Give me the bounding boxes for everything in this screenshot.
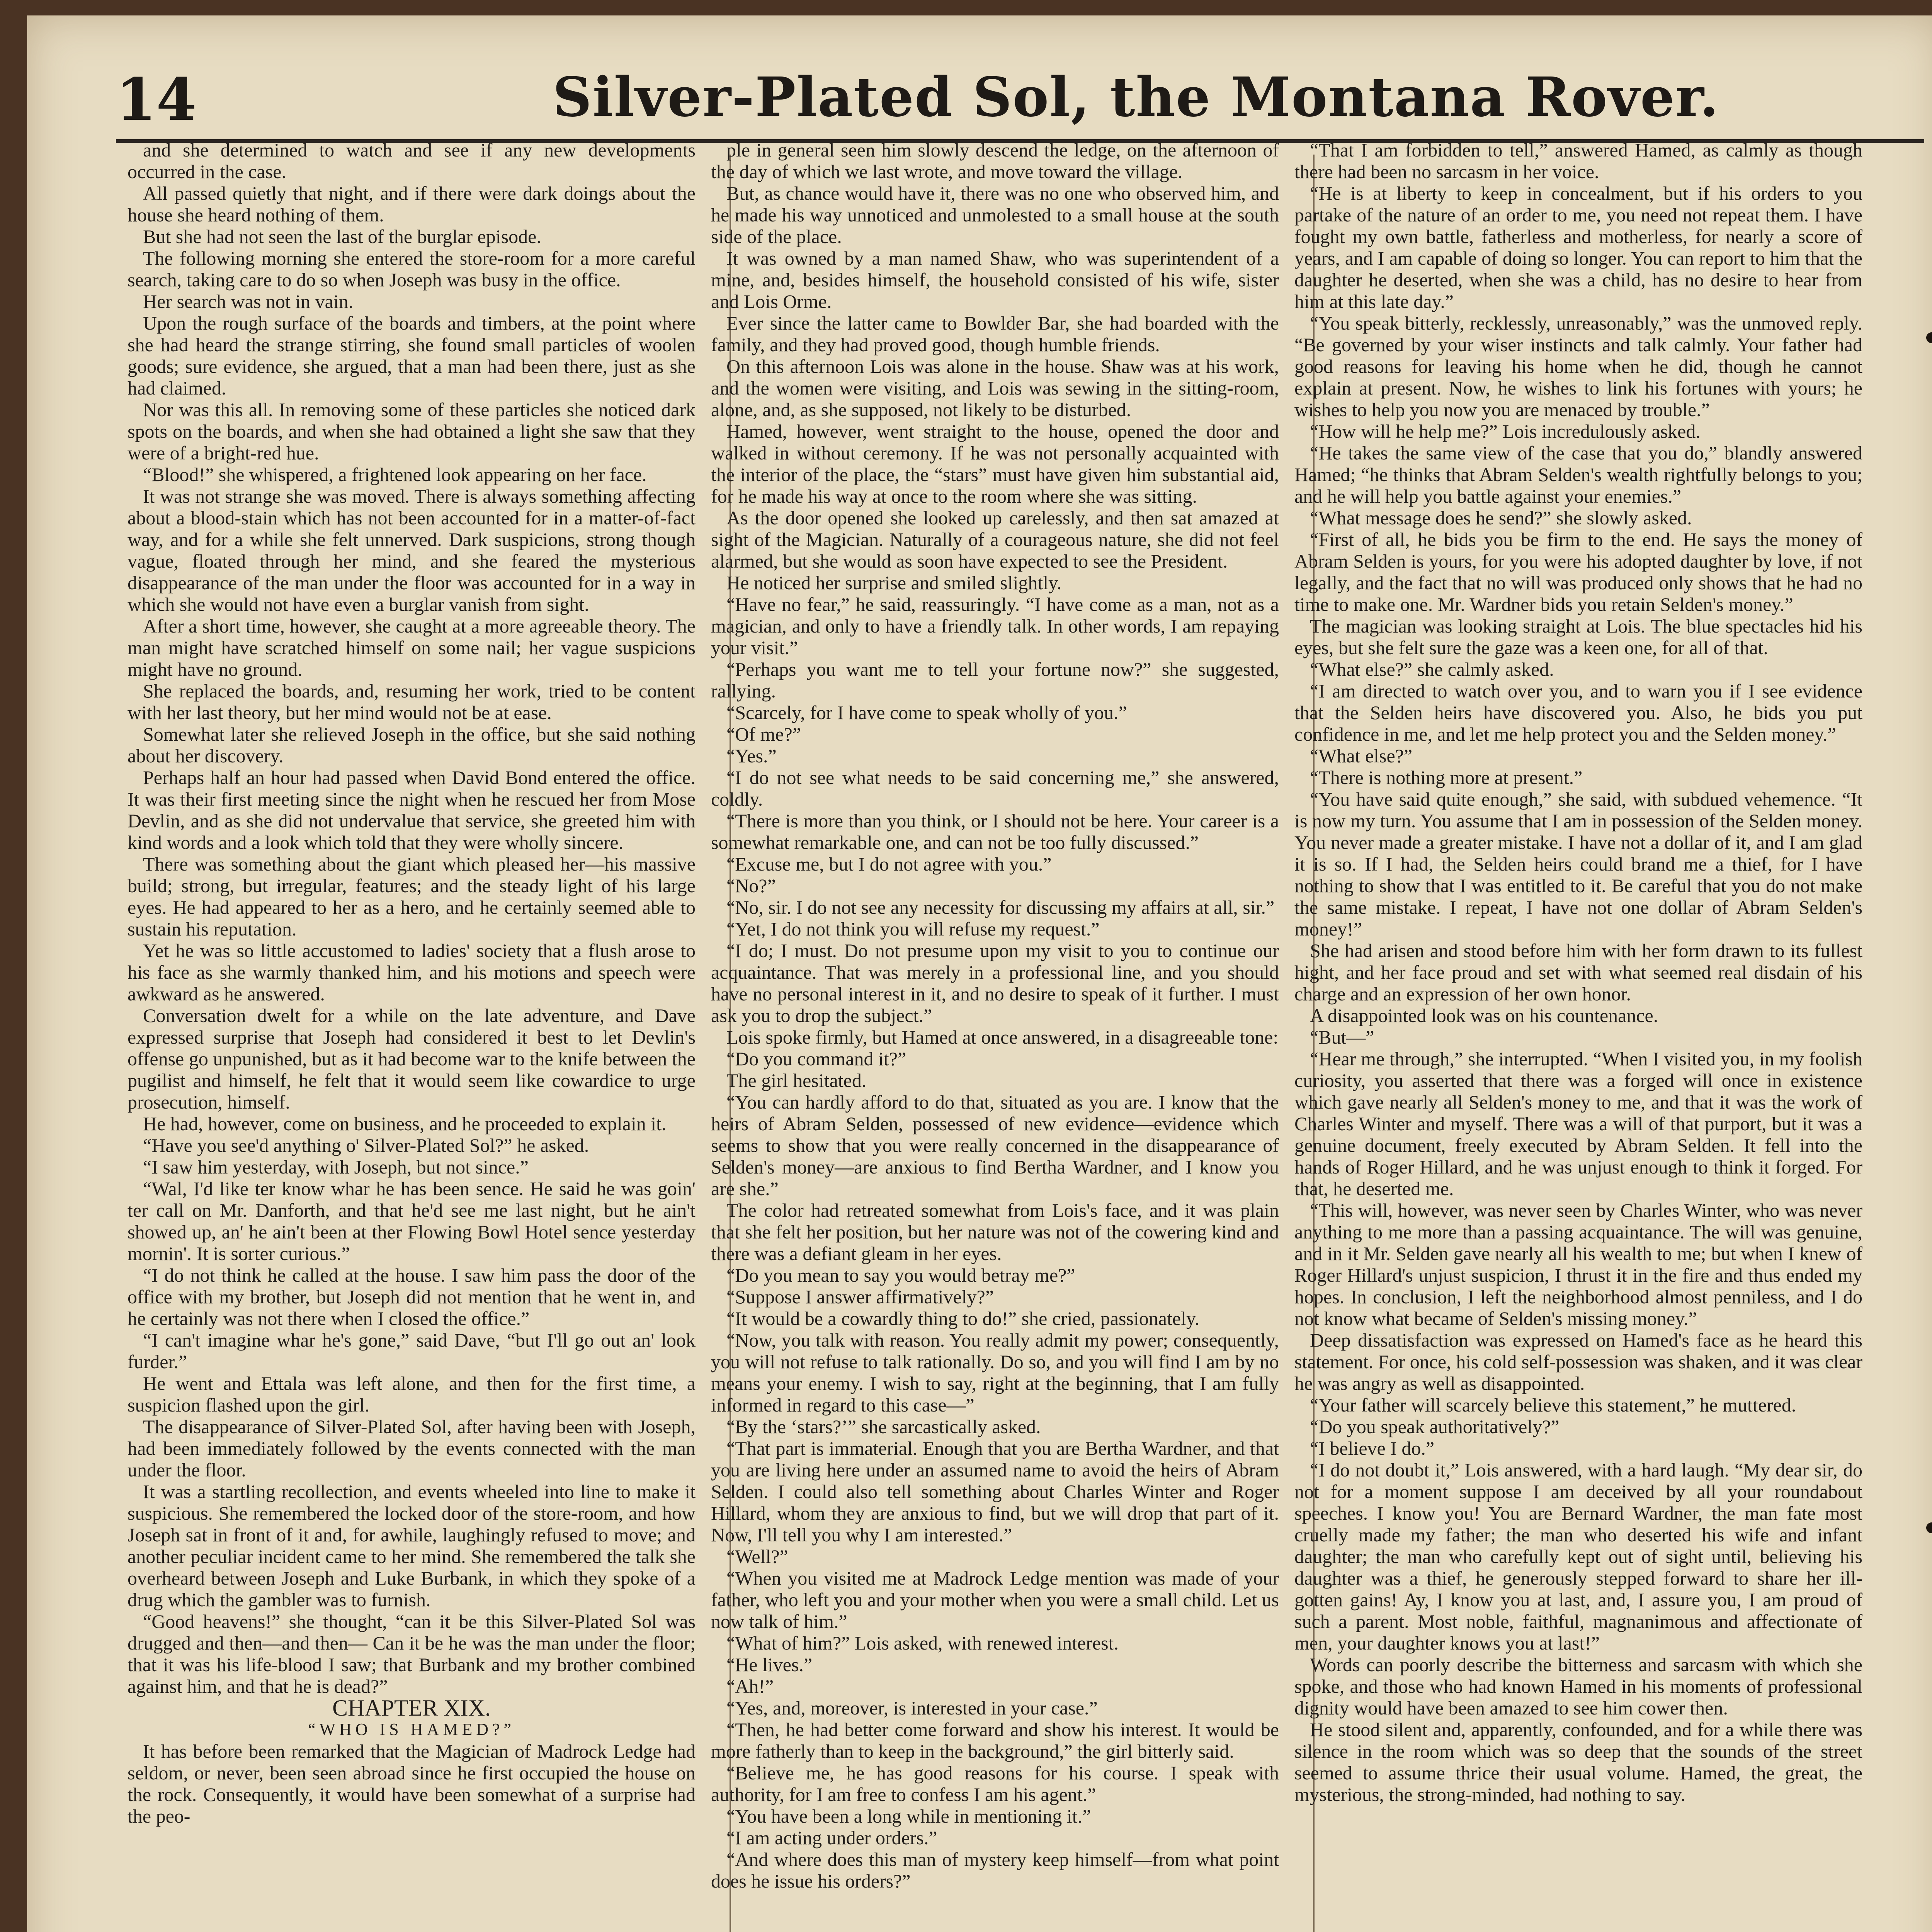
paragraph: “Have you see'd anything o' Silver-Plated Sol?” he asked.: [143, 1134, 589, 1156]
paragraph: “You have been a long while in mentioning it.”: [726, 1805, 1091, 1827]
paragraph: A disappointed look was on his countenance.: [1310, 1005, 1658, 1026]
paragraph: Lois spoke firmly, but Hamed at once answered, in a disagreeable tone:: [726, 1026, 1279, 1048]
paragraph: “But—”: [1310, 1026, 1374, 1048]
paragraph: “Of me?”: [726, 723, 801, 745]
paragraph: “You can hardly afford to do that, situated as you are. I know that the heirs of Abram Selden, possessed of new evidence—evidence which seems to show that you were really concerned in the disappearance of Selden's money—are anxious to find Bertha Wardner, and I know you are she.”: [711, 1091, 1279, 1199]
paragraph: “No, sir. I do not see any necessity for discussing my affairs at all, sir.”: [726, 896, 1275, 918]
paragraph: Words can poorly describe the bitterness and sarcasm with which she spoke, and those who had known Hamed in his moments of professional dignity would have been amazed to see him cower then.: [1294, 1654, 1862, 1719]
chapter-heading: CHAPTER XIX.: [332, 1695, 491, 1721]
paragraph: “Perhaps you want me to tell your fortune now?” she suggested, rallying.: [711, 658, 1279, 702]
paragraph: It has before been remarked that the Magician of Madrock Ledge had seldom, or never, been seen abroad since he first occupied the house on the rock. Consequently, it would have been somewhat of a surprise had the peo-: [128, 1740, 696, 1827]
paragraph: Ever since the latter came to Bowlder Bar, she had boarded with the family, and they had proved good, though humble friends.: [711, 312, 1279, 355]
paragraph: All passed quietly that night, and if there were dark doings about the house she heard nothing of them.: [128, 182, 696, 226]
paragraph: “He takes the same view of the case that you do,” blandly answered Hamed; “he thinks that Abram Selden's wealth rightfully belongs to you; and he will help you battle against your enemies.”: [1294, 442, 1862, 507]
paragraph: He noticed her surprise and smiled slightly.: [726, 572, 1062, 594]
column-1-after-heading: [128, 1740, 696, 1827]
paragraph: Somewhat later she relieved Joseph in the office, but she said nothing about her discovery.: [128, 723, 696, 767]
paragraph: “I am directed to watch over you, and to warn you if I see evidence that the Selden heirs have discovered you. Also, he bids you put confidence in me, and let me help protect you and the Selden money.”: [1294, 680, 1862, 745]
paragraph: “Your father will scarcely believe this statement,” he muttered.: [1310, 1394, 1796, 1416]
paragraph: After a short time, however, she caught at a more agreeable theory. The man might have scratched himself on some nail; her vague suspicions might have no ground.: [128, 615, 696, 680]
paragraph: Perhaps half an hour had passed when David Bond entered the office. It was their first meeting since the night when he rescued her from Mose Devlin, and as she did not undervalue that service, she greeted him with kind words and a look which told that they were wholly sincere.: [128, 767, 696, 853]
column-3: [1294, 139, 1862, 1932]
column-2: [711, 139, 1279, 1932]
paragraph: He stood silent and, apparently, confounded, and for a while there was silence in the room which was so deep that the sounds of the street seemed to assume thrice their usual volume. Hamed, the great, the mysterious, the strong-minded, had nothing to say.: [1294, 1719, 1862, 1805]
chapter-subtitle: “WHO IS HAMED?”: [308, 1720, 515, 1739]
column-1: [128, 139, 696, 1932]
paragraph: “Do you speak authoritatively?”: [1310, 1416, 1560, 1437]
column-1-body: [128, 139, 696, 1697]
paragraph: Conversation dwelt for a while on the late adventure, and Dave expressed surprise that Joseph had considered it best to let Devlin's offense go unpunished, but as it had become war to the knife between the pugilist and himself, he felt that it would seem like cowardice to urge prosecution, himself.: [128, 1005, 696, 1113]
paragraph: “That I am forbidden to tell,” answered Hamed, as calmly as though there had been no sarcasm in her voice.: [1294, 139, 1862, 182]
paragraph: “Do you command it?”: [726, 1048, 906, 1070]
paragraph: “Wal, I'd like ter know whar he has been sence. He said he was goin' ter call on Mr. Danforth, and that he'd see me last night, but he ain't showed up, an' he ain't been at ther Flowing Bowl Hotel sence yesterday mornin'. It is sorter curious.”: [128, 1178, 696, 1264]
paragraph: “Suppose I answer affirmatively?”: [726, 1286, 994, 1308]
paragraph: Nor was this all. In removing some of these particles she noticed dark spots on the boards, and when she had obtained a light she saw that they were of a bright-red hue.: [128, 399, 696, 464]
column-3-body: [1294, 139, 1862, 1805]
paragraph: “I do not see what needs to be said concerning me,” she answered, coldly.: [711, 767, 1279, 810]
paragraph: “There is nothing more at present.”: [1310, 767, 1583, 788]
paragraph: “Well?”: [726, 1546, 788, 1567]
paragraph: “What message does he send?” she slowly asked.: [1310, 507, 1692, 529]
paragraph: “Do you mean to say you would betray me?”: [726, 1264, 1075, 1286]
page-header: [116, 62, 1924, 143]
paragraph: The following morning she entered the store-room for a more careful search, taking care to do so when Joseph was busy in the office.: [128, 247, 696, 291]
paragraph: The disappearance of Silver-Plated Sol, after having been with Joseph, had been immediately followed by the events connected with the man under the floor.: [128, 1416, 696, 1481]
paragraph: “Yes, and, moreover, is interested in your case.”: [726, 1697, 1098, 1719]
paragraph: The girl hesitated.: [726, 1070, 867, 1091]
paragraph: But, as chance would have it, there was no one who observed him, and he made his way unnoticed and unmolested to a small house at the south side of the place.: [711, 182, 1279, 247]
paragraph: “This will, however, was never seen by Charles Winter, who was never anything to me more than a passing acquaintance. The will was genuine, and in it Mr. Selden gave nearly all his wealth to me; but when I knew of Roger Hillard's unjust suspicion, I thrust it in the fire and thus ended my hopes. In conclusion, I left the neighborhood almost penniless, and I do not know what became of Selden's missing money.”: [1294, 1199, 1862, 1329]
paragraph: As the door opened she looked up carelessly, and then sat amazed at sight of the Magician. Naturally of a courageous nature, she did not feel alarmed, but she would as soon have expected to see the President.: [711, 507, 1279, 572]
paragraph: ple in general seen him slowly descend the ledge, on the afternoon of the day of which we last wrote, and move toward the village.: [711, 139, 1279, 182]
paragraph: “There is more than you think, or I should not be here. Your career is a somewhat remarkable one, and can not be too fully discussed.”: [711, 810, 1279, 853]
paragraph: “He is at liberty to keep in concealment, but if his orders to you partake of the nature of an order to me, you need not repeat them. I have fought my own battle, fatherless and motherless, for nearly a score of years, and I am capable of doing so longer. You can report to him that the daughter he deserted, when she was a child, has no desire to hear from him at this late day.”: [1294, 182, 1862, 312]
paragraph: “Excuse me, but I do not agree with you.”: [726, 853, 1052, 875]
paragraph: She replaced the boards, and, resuming her work, tried to be content with her last theory, but her mind would not be at ease.: [128, 680, 696, 723]
paragraph: It was not strange she was moved. There is always something affecting about a blood-stain which has not been accounted for in a matter-of-fact way, and for a while she felt unnerved. Dark suspicions, strong though vague, floated through her mind, and she feared the mysterious disappearance of the man under the floor was accounted for in a way in which she would not have even a burglar vanish from sight.: [128, 485, 696, 615]
paragraph: “By the ‘stars?’” she sarcastically asked.: [726, 1416, 1041, 1437]
paragraph: “First of all, he bids you be firm to the end. He says the money of Abram Selden is yours, for you were his adopted daughter by love, if not legally, and the fact that no will was produced only shows that he had no time to make one. Mr. Wardner bids you retain Selden's money.”: [1294, 529, 1862, 615]
paragraph: Upon the rough surface of the boards and timbers, at the point where she had heard the strange stirring, she found small particles of woolen goods; sure evidence, she argued, that a man had been there, just as she had claimed.: [128, 312, 696, 399]
paragraph: “It would be a cowardly thing to do!” she cried, passionately.: [726, 1308, 1200, 1329]
paragraph: “Now, you talk with reason. You really admit my power; consequently, you will not refuse to talk rationally. Do so, and you will find I am by no means your enemy. I wish to say, right at the beginning, that I am fully informed in regard to this case—”: [711, 1329, 1279, 1416]
paragraph: “I saw him yesterday, with Joseph, but not since.”: [143, 1156, 529, 1178]
paragraph: “What else?”: [1310, 745, 1413, 767]
paragraph: “I can't imagine whar he's gone,” said Dave, “but I'll go out an' look furder.”: [128, 1329, 696, 1372]
paragraph: “I do not doubt it,” Lois answered, with a hard laugh. “My dear sir, do not for a moment suppose I am deceived by all your roundabout speeches. I know you! You are Bernard Wardner, the man fate most cruelly made my father; the man who deserted his wife and infant daughter; the man who carefully kept out of sight until, believing his daughter was a thief, he generously stepped forward to share her ill-gotten gains! Ay, I know you at last, and, I assure you, I am proud of such a parent. Most noble, faithful, magnanimous and affectionate of men, your daughter knows you at last!”: [1294, 1459, 1862, 1654]
paragraph: There was something about the giant which pleased her—his massive build; strong, but irregular, features; and the steady light of his large eyes. He had appeared to her as a hero, and he certainly seemed able to sustain his reputation.: [128, 853, 696, 940]
paragraph: “Hear me through,” she interrupted. “When I visited you, in my foolish curiosity, you asserted that there was a forged will once in existence which gave nearly all Selden's money to me, and that it was the work of Charles Winter and myself. There was a will of that purport, but it was a genuine document, freely executed by Abram Selden. It fell into the hands of Roger Hillard, and he was unjust enough to think it forged. For that, he deserted me.: [1294, 1048, 1862, 1199]
paragraph: and she determined to watch and see if any new developments occurred in the case.: [128, 139, 696, 182]
paragraph: But she had not seen the last of the burglar episode.: [143, 226, 541, 247]
paragraph: He had, however, come on business, and he proceeded to explain it.: [143, 1113, 667, 1134]
paragraph: “Good heavens!” she thought, “can it be this Silver-Plated Sol was drugged and then—and then— Can it be he was the man under the floor; that it was his life-blood I saw; that Burbank and my brother combined against him, and that he is dead?”: [128, 1611, 696, 1697]
paragraph: Her search was not in vain.: [143, 291, 354, 312]
paragraph: “I believe I do.”: [1310, 1437, 1435, 1459]
column-2-body: [711, 139, 1279, 1892]
paragraph: “Believe me, he has good reasons for his course. I speak with authority, for I am free to confess I am his agent.”: [711, 1762, 1279, 1805]
paragraph: “When you visited me at Madrock Ledge mention was made of your father, who left you and your mother when you were a small child. Let us now talk of him.”: [711, 1567, 1279, 1632]
paragraph: “Yes.”: [726, 745, 777, 767]
paragraph: “How will he help me?” Lois incredulously asked.: [1310, 420, 1701, 442]
paragraph: “Then, he had better come forward and show his interest. It would be more fatherly than to keep in the background,” the girl bitterly said.: [711, 1719, 1279, 1762]
paragraph: “Have no fear,” he said, reassuringly. “I have come as a man, not as a magician, and only to have a friendly talk. In other words, I am repaying your visit.”: [711, 594, 1279, 658]
paragraph: “You have said quite enough,” she said, with subdued vehemence. “It is now my turn. You assume that I am in possession of the Selden money. You never made a greater mistake. I have not a dollar of it, and I am glad it is so. If I had, the Selden heirs could brand me a thief, for I have nothing to show that I was entitled to it. Be careful that you do not make the same mistake. I repeat, I have not one dollar of Abram Selden's money!”: [1294, 788, 1862, 940]
paragraph: It was owned by a man named Shaw, who was superintendent of a mine, and, besides himself, the household consisted of his wife, sister and Lois Orme.: [711, 247, 1279, 312]
paragraph: “You speak bitterly, recklessly, unreasonably,” was the unmoved reply. “Be governed by your wiser instincts and talk calmly. Your father had good reasons for leaving his home when he did, though he cannot explain at present. Now, he wishes to link his fortunes with yours; he wishes to help you now you are menaced by trouble.”: [1294, 312, 1862, 420]
paragraph: “I do; I must. Do not presume upon my visit to you to continue our acquaintance. That was merely in a professional line, and you should have no personal interest in it, and no desire to speak of it further. I must ask you to drop the subject.”: [711, 940, 1279, 1026]
text-columns: [0, 139, 1917, 1932]
paragraph: The color had retreated somewhat from Lois's face, and it was plain that she felt her position, but her nature was not of the cowering kind and there was a defiant gleam in her eyes.: [711, 1199, 1279, 1264]
paragraph: “What of him?” Lois asked, with renewed interest.: [726, 1632, 1119, 1654]
paragraph: “That part is immaterial. Enough that you are Bertha Wardner, and that you are living here under an assumed name to avoid the heirs of Abram Selden. I could also tell something about Charles Winter and Roger Hillard, whom they are anxious to find, but we will drop that part of it. Now, I'll tell you why I am interested.”: [711, 1437, 1279, 1546]
paragraph: “And where does this man of mystery keep himself—from what point does he issue his orders?”: [711, 1849, 1279, 1892]
paragraph: Hamed, however, went straight to the house, opened the door and walked in without ceremony. If he was not personally acquainted with the interior of the place, the “stars” must have given him substantial aid, for he made his way at once to the room where she was sitting.: [711, 420, 1279, 507]
paragraph: Yet he was so little accustomed to ladies' society that a flush arose to his face as she warmly thanked him, and his motions and speech were awkward as he answered.: [128, 940, 696, 1005]
page-number: 14: [116, 66, 197, 134]
paragraph: “I am acting under orders.”: [726, 1827, 937, 1849]
paragraph: She had arisen and stood before him with her form drawn to its fullest hight, and her face proud and set with what seemed real disdain of his charge and an expression of her own honor.: [1294, 940, 1862, 1005]
paragraph: The magician was looking straight at Lois. The blue spectacles hid his eyes, but she felt sure the gaze was a keen one, for all of that.: [1294, 615, 1862, 658]
running-title: Silver-Plated Sol, the Montana Rover.: [553, 66, 1719, 129]
paragraph: Deep dissatisfaction was expressed on Hamed's face as he heard this statement. For once, his cold self-possession was shaken, and it was clear he was angry as well as disappointed.: [1294, 1329, 1862, 1394]
paragraph: “What else?” she calmly asked.: [1310, 658, 1554, 680]
paragraph: “Blood!” she whispered, a frightened look appearing on her face.: [143, 464, 647, 485]
paragraph: “Scarcely, for I have come to speak wholly of you.”: [726, 702, 1127, 723]
paragraph: He went and Ettala was left alone, and then for the first time, a suspicion flashed upon the girl.: [128, 1372, 696, 1416]
paragraph: “I do not think he called at the house. I saw him pass the door of the office with my brother, but Joseph did not mention that he went in, and he certainly was not there when I closed the office.”: [128, 1264, 696, 1329]
paragraph: “No?”: [726, 875, 776, 896]
paragraph: “Yet, I do not think you will refuse my request.”: [726, 918, 1100, 940]
paragraph: On this afternoon Lois was alone in the house. Shaw was at his work, and the women were visiting, and Lois was sewing in the sitting-room, alone, and, as she supposed, not likely to be disturbed.: [711, 355, 1279, 420]
paragraph: “He lives.”: [726, 1654, 813, 1675]
paragraph: It was a startling recollection, and events wheeled into line to make it suspicious. She remembered the locked door of the store-room, and how Joseph sat in front of it and, for awhile, laughingly refused to move; and another peculiar incident came to her mind. She remembered the talk she overheard between Joseph and Luke Burbank, in which they spoke of a drug which the gambler was to furnish.: [128, 1481, 696, 1611]
paragraph: “Ah!”: [726, 1675, 774, 1697]
